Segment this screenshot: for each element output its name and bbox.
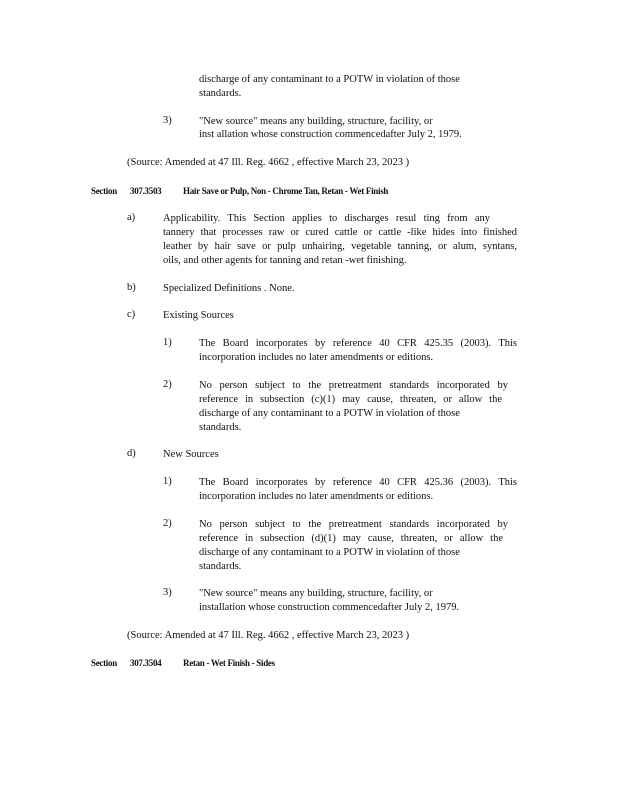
- section-number: 307.3504: [130, 658, 162, 668]
- section-title: Retan - Wet Finish - Sides: [183, 658, 275, 668]
- item-line: standards.: [199, 422, 242, 433]
- item-number: 1): [163, 476, 172, 487]
- item-line: incorporation includes no later amendments or editions.: [199, 491, 434, 502]
- item-line: installation whose construction commencedafter July 2, 1979.: [199, 602, 460, 613]
- source-note: (Source: Amended at 47 Ill. Reg. 4662 , effective March 23, 2023 ): [127, 630, 410, 641]
- item-line: standards.: [199, 561, 242, 572]
- item-line: The Board incorporates by reference 40 CFR 425.35 (2003). This: [199, 338, 517, 349]
- subsection-letter: d): [127, 448, 136, 459]
- section-word: Section: [91, 658, 117, 668]
- item-line: "New source" means any building, structure, facility, or: [199, 116, 433, 127]
- subsection-letter: a): [127, 212, 136, 223]
- source-note: (Source: Amended at 47 Ill. Reg. 4662 , effective March 23, 2023 ): [127, 157, 410, 168]
- section-number: 307.3503: [130, 186, 162, 196]
- subsection-heading: Existing Sources: [163, 310, 234, 321]
- item-line: inst allation whose construction commencedafter July 2, 1979.: [199, 129, 462, 140]
- item-line: No person subject to the pretreatment standards incorporated by: [199, 519, 508, 530]
- item-line: incorporation includes no later amendments or editions.: [199, 352, 434, 363]
- subsection-line: oils, and other agents for tanning and retan -wet finishing.: [163, 255, 407, 266]
- item-number: 3): [163, 115, 172, 126]
- subsection-line: leather by hair save or pulp unhairing, vegetable tanning, or alum, syntans,: [163, 241, 517, 252]
- section-word: Section: [91, 186, 117, 196]
- item-number: 2): [163, 379, 172, 390]
- section-heading: [91, 185, 471, 198]
- item-line: discharge of any contaminant to a POTW in violation of those: [199, 547, 460, 558]
- item-line: reference in subsection (d)(1) may cause, threaten, or allow the: [199, 533, 503, 544]
- item-number: 1): [163, 337, 172, 348]
- item-line: No person subject to the pretreatment standards incorporated by: [199, 380, 508, 391]
- subsection-line: Applicability. This Section applies to discharges resul ting from any: [163, 213, 490, 224]
- section-title: Hair Save or Pulp, Non - Chrome Tan, Retan - Wet Finish: [183, 186, 389, 196]
- continuation-line: discharge of any contaminant to a POTW in violation of those: [199, 74, 460, 85]
- subsection-text: Specialized Definitions . None.: [163, 283, 295, 294]
- continuation-line: standards.: [199, 88, 242, 99]
- subsection-letter: c): [127, 309, 136, 320]
- item-line: reference in subsection (c)(1) may cause, threaten, or allow the: [199, 394, 502, 405]
- item-line: The Board incorporates by reference 40 CFR 425.36 (2003). This: [199, 477, 517, 488]
- item-line: "New source" means any building, structure, facility, or: [199, 588, 433, 599]
- item-line: discharge of any contaminant to a POTW in violation of those: [199, 408, 460, 419]
- subsection-line: tannery that processes raw or cured cattle or cattle -like hides into finished: [163, 227, 517, 238]
- subsection-heading: New Sources: [163, 449, 219, 460]
- subsection-letter: b): [127, 282, 136, 293]
- item-number: 3): [163, 587, 172, 598]
- section-heading: [91, 657, 391, 670]
- item-number: 2): [163, 518, 172, 529]
